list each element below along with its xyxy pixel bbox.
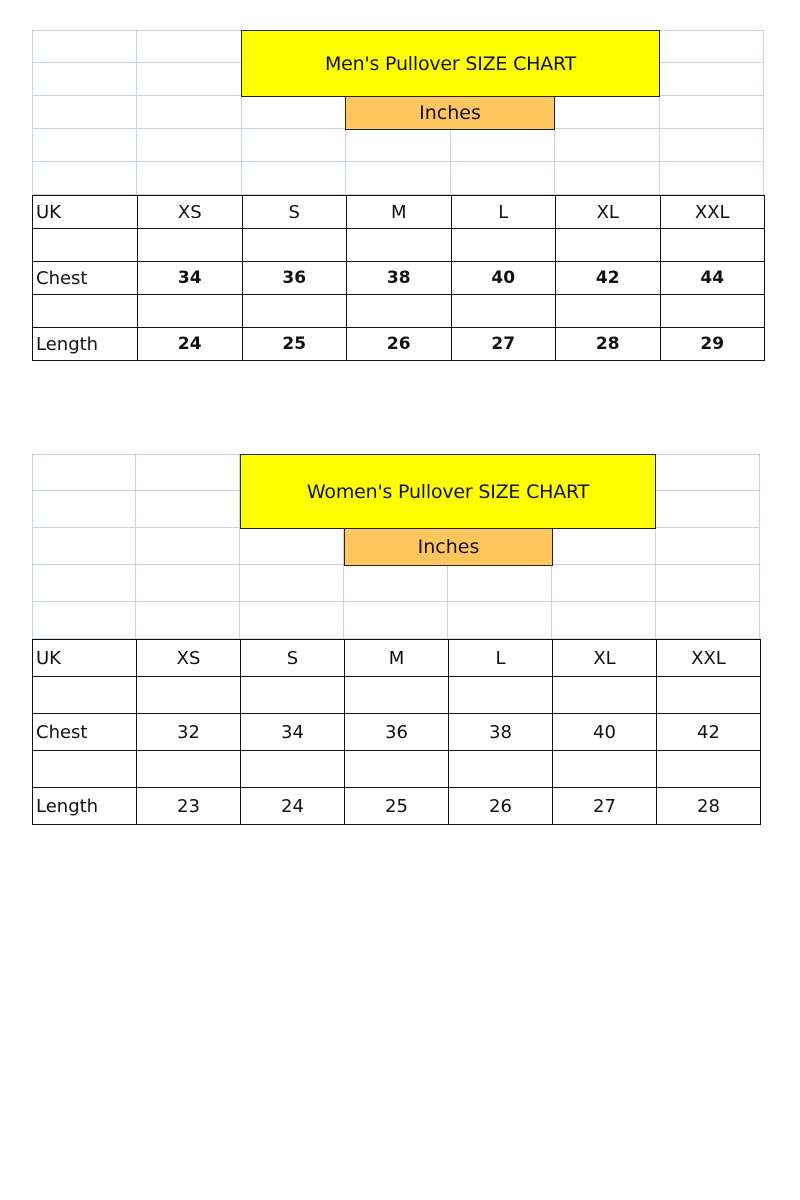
header-cell: S xyxy=(242,196,347,229)
grid-cell xyxy=(656,491,760,528)
table-cell: 32 xyxy=(137,714,241,751)
grid-cell xyxy=(137,129,242,162)
table-cell: 27 xyxy=(451,328,556,361)
table-cell: 25 xyxy=(242,328,347,361)
womens-unit-label: Inches xyxy=(344,528,553,566)
grid-cell xyxy=(32,602,136,639)
grid-cell xyxy=(136,491,240,528)
header-cell: UK xyxy=(33,196,138,229)
grid-cell xyxy=(451,129,556,162)
mens-chart-title: Men's Pullover SIZE CHART xyxy=(241,30,660,97)
mens-size-table xyxy=(32,195,765,361)
grid-cell xyxy=(555,129,660,162)
table-cell: 25 xyxy=(345,788,449,825)
grid-cell xyxy=(656,602,760,639)
grid-cell xyxy=(660,162,765,195)
header-cell: L xyxy=(451,196,556,229)
grid-cell xyxy=(344,602,448,639)
grid-cell xyxy=(32,63,137,96)
header-cell: XXL xyxy=(660,196,765,229)
table-cell: 42 xyxy=(556,262,661,295)
table-cell: 27 xyxy=(553,788,657,825)
grid-cell xyxy=(660,30,765,63)
grid-cell xyxy=(242,162,347,195)
grid-cell xyxy=(240,602,344,639)
table-spacer-row xyxy=(33,677,761,714)
grid-cell xyxy=(137,162,242,195)
grid-cell xyxy=(242,129,347,162)
row-label: Length xyxy=(33,328,138,361)
grid-cell xyxy=(137,63,242,96)
grid-cell xyxy=(136,454,240,491)
row-label: Chest xyxy=(33,262,138,295)
table-cell: 40 xyxy=(451,262,556,295)
grid-cell xyxy=(32,565,136,602)
table-cell: 40 xyxy=(553,714,657,751)
header-cell: S xyxy=(241,640,345,677)
grid-cell xyxy=(552,565,656,602)
grid-cell xyxy=(555,96,660,129)
table-cell: 36 xyxy=(345,714,449,751)
grid-cell xyxy=(555,162,660,195)
table-cell: 29 xyxy=(660,328,765,361)
grid-cell xyxy=(656,565,760,602)
table-cell: 34 xyxy=(138,262,243,295)
grid-cell xyxy=(346,129,451,162)
table-cell: 28 xyxy=(556,328,661,361)
grid-cell xyxy=(660,129,765,162)
womens-chart-title: Women's Pullover SIZE CHART xyxy=(240,454,656,529)
grid-cell xyxy=(137,30,242,63)
womens-header-row xyxy=(33,640,761,677)
grid-cell xyxy=(552,602,656,639)
grid-cell xyxy=(242,96,347,129)
header-cell: XL xyxy=(556,196,661,229)
grid-cell xyxy=(32,96,137,129)
mens-chest-row xyxy=(33,262,765,295)
table-cell: 28 xyxy=(657,788,761,825)
grid-cell xyxy=(32,162,137,195)
grid-cell xyxy=(448,602,552,639)
grid-cell xyxy=(656,454,760,491)
table-spacer-row xyxy=(33,751,761,788)
grid-cell xyxy=(660,96,765,129)
grid-cell xyxy=(448,565,552,602)
mens-length-row xyxy=(33,328,765,361)
table-cell: 38 xyxy=(347,262,452,295)
table-cell: 36 xyxy=(242,262,347,295)
grid-cell xyxy=(552,528,656,565)
table-spacer-row xyxy=(33,295,765,328)
womens-length-row xyxy=(33,788,761,825)
grid-cell xyxy=(32,129,137,162)
mens-header-row xyxy=(33,196,765,229)
header-cell: XXL xyxy=(657,640,761,677)
row-label: Chest xyxy=(33,714,137,751)
header-cell: XL xyxy=(553,640,657,677)
table-cell: 23 xyxy=(137,788,241,825)
womens-chest-row xyxy=(33,714,761,751)
grid-cell xyxy=(240,528,344,565)
grid-cell xyxy=(656,528,760,565)
header-cell: M xyxy=(347,196,452,229)
grid-cell xyxy=(32,528,136,565)
header-cell: L xyxy=(449,640,553,677)
table-cell: 44 xyxy=(660,262,765,295)
grid-cell xyxy=(136,602,240,639)
row-label: Length xyxy=(33,788,137,825)
grid-cell xyxy=(660,63,765,96)
grid-cell xyxy=(136,528,240,565)
grid-cell xyxy=(32,30,137,63)
table-spacer-row xyxy=(33,229,765,262)
womens-size-table xyxy=(32,639,761,825)
table-cell: 26 xyxy=(449,788,553,825)
table-cell: 26 xyxy=(347,328,452,361)
table-cell: 24 xyxy=(241,788,345,825)
grid-cell xyxy=(451,162,556,195)
table-cell: 42 xyxy=(657,714,761,751)
header-cell: XS xyxy=(138,196,243,229)
table-cell: 38 xyxy=(449,714,553,751)
mens-unit-label: Inches xyxy=(345,96,555,130)
grid-cell xyxy=(137,96,242,129)
grid-cell xyxy=(240,565,344,602)
grid-cell xyxy=(346,162,451,195)
grid-cell xyxy=(136,565,240,602)
table-cell: 24 xyxy=(138,328,243,361)
grid-cell xyxy=(344,565,448,602)
grid-cell xyxy=(32,454,136,491)
grid-cell xyxy=(32,491,136,528)
table-cell: 34 xyxy=(241,714,345,751)
header-cell: XS xyxy=(137,640,241,677)
header-cell: M xyxy=(345,640,449,677)
header-cell: UK xyxy=(33,640,137,677)
